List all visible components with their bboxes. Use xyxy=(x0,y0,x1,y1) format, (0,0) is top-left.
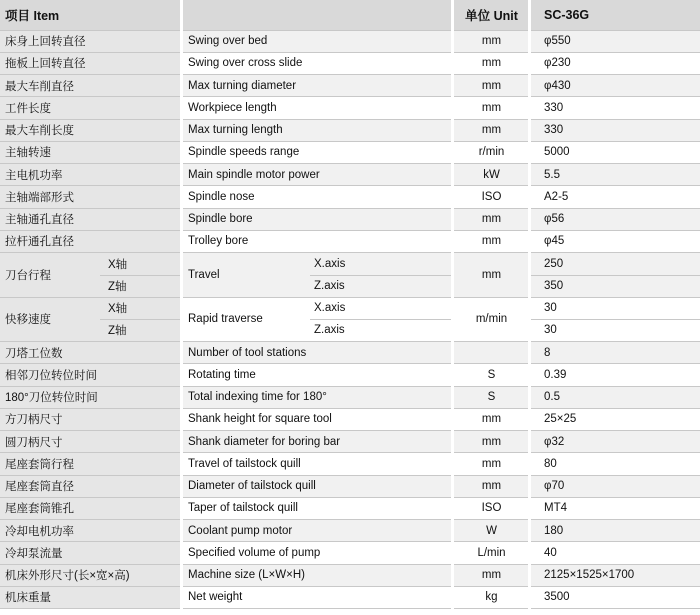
row-value: 350 xyxy=(530,275,700,297)
row-label-en: Rapid traverse xyxy=(188,313,263,326)
row-label-cn: 冷却泵流量 xyxy=(0,542,182,564)
row-unit: mm xyxy=(453,431,530,453)
row-label-cn: 最大车削长度 xyxy=(0,119,182,141)
row-label-cn: 机床外形尺寸(长×宽×高) xyxy=(0,564,182,586)
row-label-en: Coolant pump motor xyxy=(182,520,453,542)
table-row xyxy=(0,586,700,608)
row-label-cn: 快移速度 xyxy=(0,297,100,342)
row-unit: mm xyxy=(453,97,530,119)
row-unit: L/min xyxy=(453,542,530,564)
row-unit: mm xyxy=(453,30,530,52)
row-label-en: Shank height for square tool xyxy=(182,408,453,430)
row-label-cn: 圆刀柄尺寸 xyxy=(0,431,182,453)
sub-row-divider xyxy=(100,319,182,320)
row-value: φ230 xyxy=(530,52,700,74)
table-row xyxy=(0,30,700,52)
row-unit: mm xyxy=(453,453,530,475)
table-row xyxy=(0,408,700,430)
column-divider xyxy=(180,0,183,615)
row-unit: mm xyxy=(453,230,530,252)
row-label-en: Rotating time xyxy=(182,364,453,386)
row-label-en: Specified volume of pump xyxy=(182,542,453,564)
table-row xyxy=(0,52,700,74)
row-label-cn: 拉杆通孔直径 xyxy=(0,230,182,252)
row-unit: S xyxy=(453,364,530,386)
row-unit: mm xyxy=(453,75,530,97)
row-unit: mm xyxy=(453,475,530,497)
row-value: 3500 xyxy=(530,586,700,608)
row-label-cn: 主轴端部形式 xyxy=(0,186,182,208)
row-label-en: Spindle nose xyxy=(182,186,453,208)
row-label-en: Workpiece length xyxy=(182,97,453,119)
row-unit: W xyxy=(453,520,530,542)
row-label-cn: 床身上回转直径 xyxy=(0,30,182,52)
row-label-en: Swing over bed xyxy=(182,30,453,52)
table-row xyxy=(0,119,700,141)
axis-label-cn: X轴 xyxy=(100,297,182,319)
row-unit: m/min xyxy=(475,313,508,326)
row-value: φ32 xyxy=(530,431,700,453)
row-value: 25×25 xyxy=(530,408,700,430)
row-unit: r/min xyxy=(453,141,530,163)
row-unit: S xyxy=(453,386,530,408)
table-row xyxy=(0,520,700,542)
table-row xyxy=(0,453,700,475)
row-divider xyxy=(0,497,700,498)
row-divider xyxy=(0,208,700,209)
row-value: 40 xyxy=(530,542,700,564)
sub-row-divider xyxy=(530,319,700,320)
table-row xyxy=(0,186,700,208)
row-divider xyxy=(0,252,700,253)
row-label-cn: 尾座套筒锥孔 xyxy=(0,497,182,519)
row-label-cn: 刀塔工位数 xyxy=(0,342,182,364)
row-label-cn: 尾座套筒直径 xyxy=(0,475,182,497)
axis-label-en: X.axis xyxy=(314,302,346,315)
row-value: 180 xyxy=(530,520,700,542)
row-label-en: Taper of tailstock quill xyxy=(182,497,453,519)
axis-label-en: X.axis xyxy=(310,253,453,275)
row-label-cn: 最大车削直径 xyxy=(0,75,182,97)
table-row xyxy=(0,564,700,586)
row-label-en: Max turning diameter xyxy=(182,75,453,97)
row-label-cn: 尾座套筒行程 xyxy=(0,453,182,475)
table-row xyxy=(0,141,700,163)
row-divider xyxy=(0,96,700,97)
sub-row-divider xyxy=(530,275,700,276)
row-unit: kW xyxy=(453,164,530,186)
row-value: 30 xyxy=(544,302,557,315)
axis-label-cn: Z轴 xyxy=(100,275,182,297)
row-label-cn: 主轴通孔直径 xyxy=(0,208,182,230)
row-unit: mm xyxy=(453,52,530,74)
header-model: SC-36G xyxy=(530,0,700,30)
row-divider xyxy=(0,119,700,120)
table-row xyxy=(0,542,700,564)
row-unit: mm xyxy=(453,253,530,298)
row-label-cn: 拖板上回转直径 xyxy=(0,52,182,74)
column-divider xyxy=(451,0,454,615)
row-label-en: Number of tool stations xyxy=(182,342,453,364)
row-divider xyxy=(0,341,700,342)
row-label-en: Spindle bore xyxy=(182,208,453,230)
table-row xyxy=(0,208,700,230)
row-label-en: Total indexing time for 180° xyxy=(182,386,453,408)
row-label-cn: 工件长度 xyxy=(0,97,182,119)
row-value: 5000 xyxy=(530,141,700,163)
table-row xyxy=(0,97,700,119)
row-label-cn: 冷却电机功率 xyxy=(0,520,182,542)
row-label-en: Diameter of tailstock quill xyxy=(182,475,453,497)
row-label-cn: 方刀柄尺寸 xyxy=(0,408,182,430)
table-row xyxy=(0,475,700,497)
row-divider xyxy=(0,74,700,75)
row-value: 330 xyxy=(530,119,700,141)
row-value: 0.39 xyxy=(530,364,700,386)
row-value: 80 xyxy=(530,453,700,475)
row-label-en: Trolley bore xyxy=(182,230,453,252)
row-divider xyxy=(0,141,700,142)
row-divider xyxy=(0,386,700,387)
row-label-en: Spindle speeds range xyxy=(182,141,453,163)
row-value: 8 xyxy=(530,342,700,364)
row-label-cn: 180°刀位转位时间 xyxy=(0,386,182,408)
sub-row-divider xyxy=(310,275,453,276)
row-value: 5.5 xyxy=(530,164,700,186)
axis-label-cn: X轴 xyxy=(100,253,182,275)
table-row-group xyxy=(0,253,700,298)
row-divider xyxy=(0,230,700,231)
row-divider xyxy=(0,430,700,431)
axis-label-en: Z.axis xyxy=(310,275,453,297)
row-label-cn: 主轴转速 xyxy=(0,141,182,163)
row-divider xyxy=(0,163,700,164)
row-label-cn: 机床重量 xyxy=(0,586,182,608)
row-label-en: Swing over cross slide xyxy=(182,52,453,74)
row-divider xyxy=(0,408,700,409)
table-row xyxy=(0,230,700,252)
sub-row-divider xyxy=(310,319,453,320)
table-row xyxy=(0,386,700,408)
row-label-en: Net weight xyxy=(182,586,453,608)
row-divider xyxy=(0,608,700,609)
row-unit: mm xyxy=(453,408,530,430)
row-divider xyxy=(0,586,700,587)
row-value: 0.5 xyxy=(530,386,700,408)
row-divider xyxy=(0,363,700,364)
row-divider xyxy=(0,30,700,31)
row-divider xyxy=(0,475,700,476)
row-label-en: Shank diameter for boring bar xyxy=(182,431,453,453)
table-row xyxy=(0,364,700,386)
row-label-cn: 主电机功率 xyxy=(0,164,182,186)
header-item: 项目 Item xyxy=(0,0,182,30)
row-value: φ45 xyxy=(530,230,700,252)
row-unit: mm xyxy=(453,208,530,230)
column-divider xyxy=(528,0,531,615)
row-divider xyxy=(0,185,700,186)
row-value: φ550 xyxy=(530,30,700,52)
header-item-spacer xyxy=(182,0,453,30)
row-divider xyxy=(0,541,700,542)
row-unit: ISO xyxy=(453,186,530,208)
row-unit: kg xyxy=(453,586,530,608)
table-row xyxy=(0,342,700,364)
sub-row-divider xyxy=(100,275,182,276)
row-divider xyxy=(0,52,700,53)
table-row xyxy=(0,164,700,186)
table-row xyxy=(0,497,700,519)
table-row xyxy=(0,431,700,453)
row-label-en: Machine size (L×W×H) xyxy=(182,564,453,586)
row-label-en: Travel xyxy=(182,253,310,298)
axis-label-en: Z.axis xyxy=(314,324,345,337)
row-label-cn: 相邻刀位转位时间 xyxy=(0,364,182,386)
row-value: 250 xyxy=(530,253,700,275)
row-unit: mm xyxy=(453,564,530,586)
row-value: φ430 xyxy=(530,75,700,97)
row-label-cn: 刀台行程 xyxy=(0,253,100,298)
row-value: 2125×1525×1700 xyxy=(530,564,700,586)
row-value: 330 xyxy=(530,97,700,119)
row-unit: mm xyxy=(453,119,530,141)
row-value: A2-5 xyxy=(530,186,700,208)
row-divider xyxy=(0,452,700,453)
row-divider xyxy=(0,297,700,298)
row-divider xyxy=(0,564,700,565)
row-value: φ70 xyxy=(530,475,700,497)
table-row xyxy=(0,75,700,97)
row-value: MT4 xyxy=(530,497,700,519)
row-label-en: Travel of tailstock quill xyxy=(182,453,453,475)
table-row-group xyxy=(0,297,700,342)
table-header xyxy=(0,0,700,30)
row-unit xyxy=(453,342,530,364)
row-label-en: Max turning length xyxy=(182,119,453,141)
row-unit: ISO xyxy=(453,497,530,519)
row-value: 30 xyxy=(544,324,557,337)
row-value: φ56 xyxy=(530,208,700,230)
axis-label-cn: Z轴 xyxy=(100,319,182,341)
header-unit: 单位 Unit xyxy=(453,0,530,30)
row-divider xyxy=(0,519,700,520)
row-label-en: Main spindle motor power xyxy=(182,164,453,186)
